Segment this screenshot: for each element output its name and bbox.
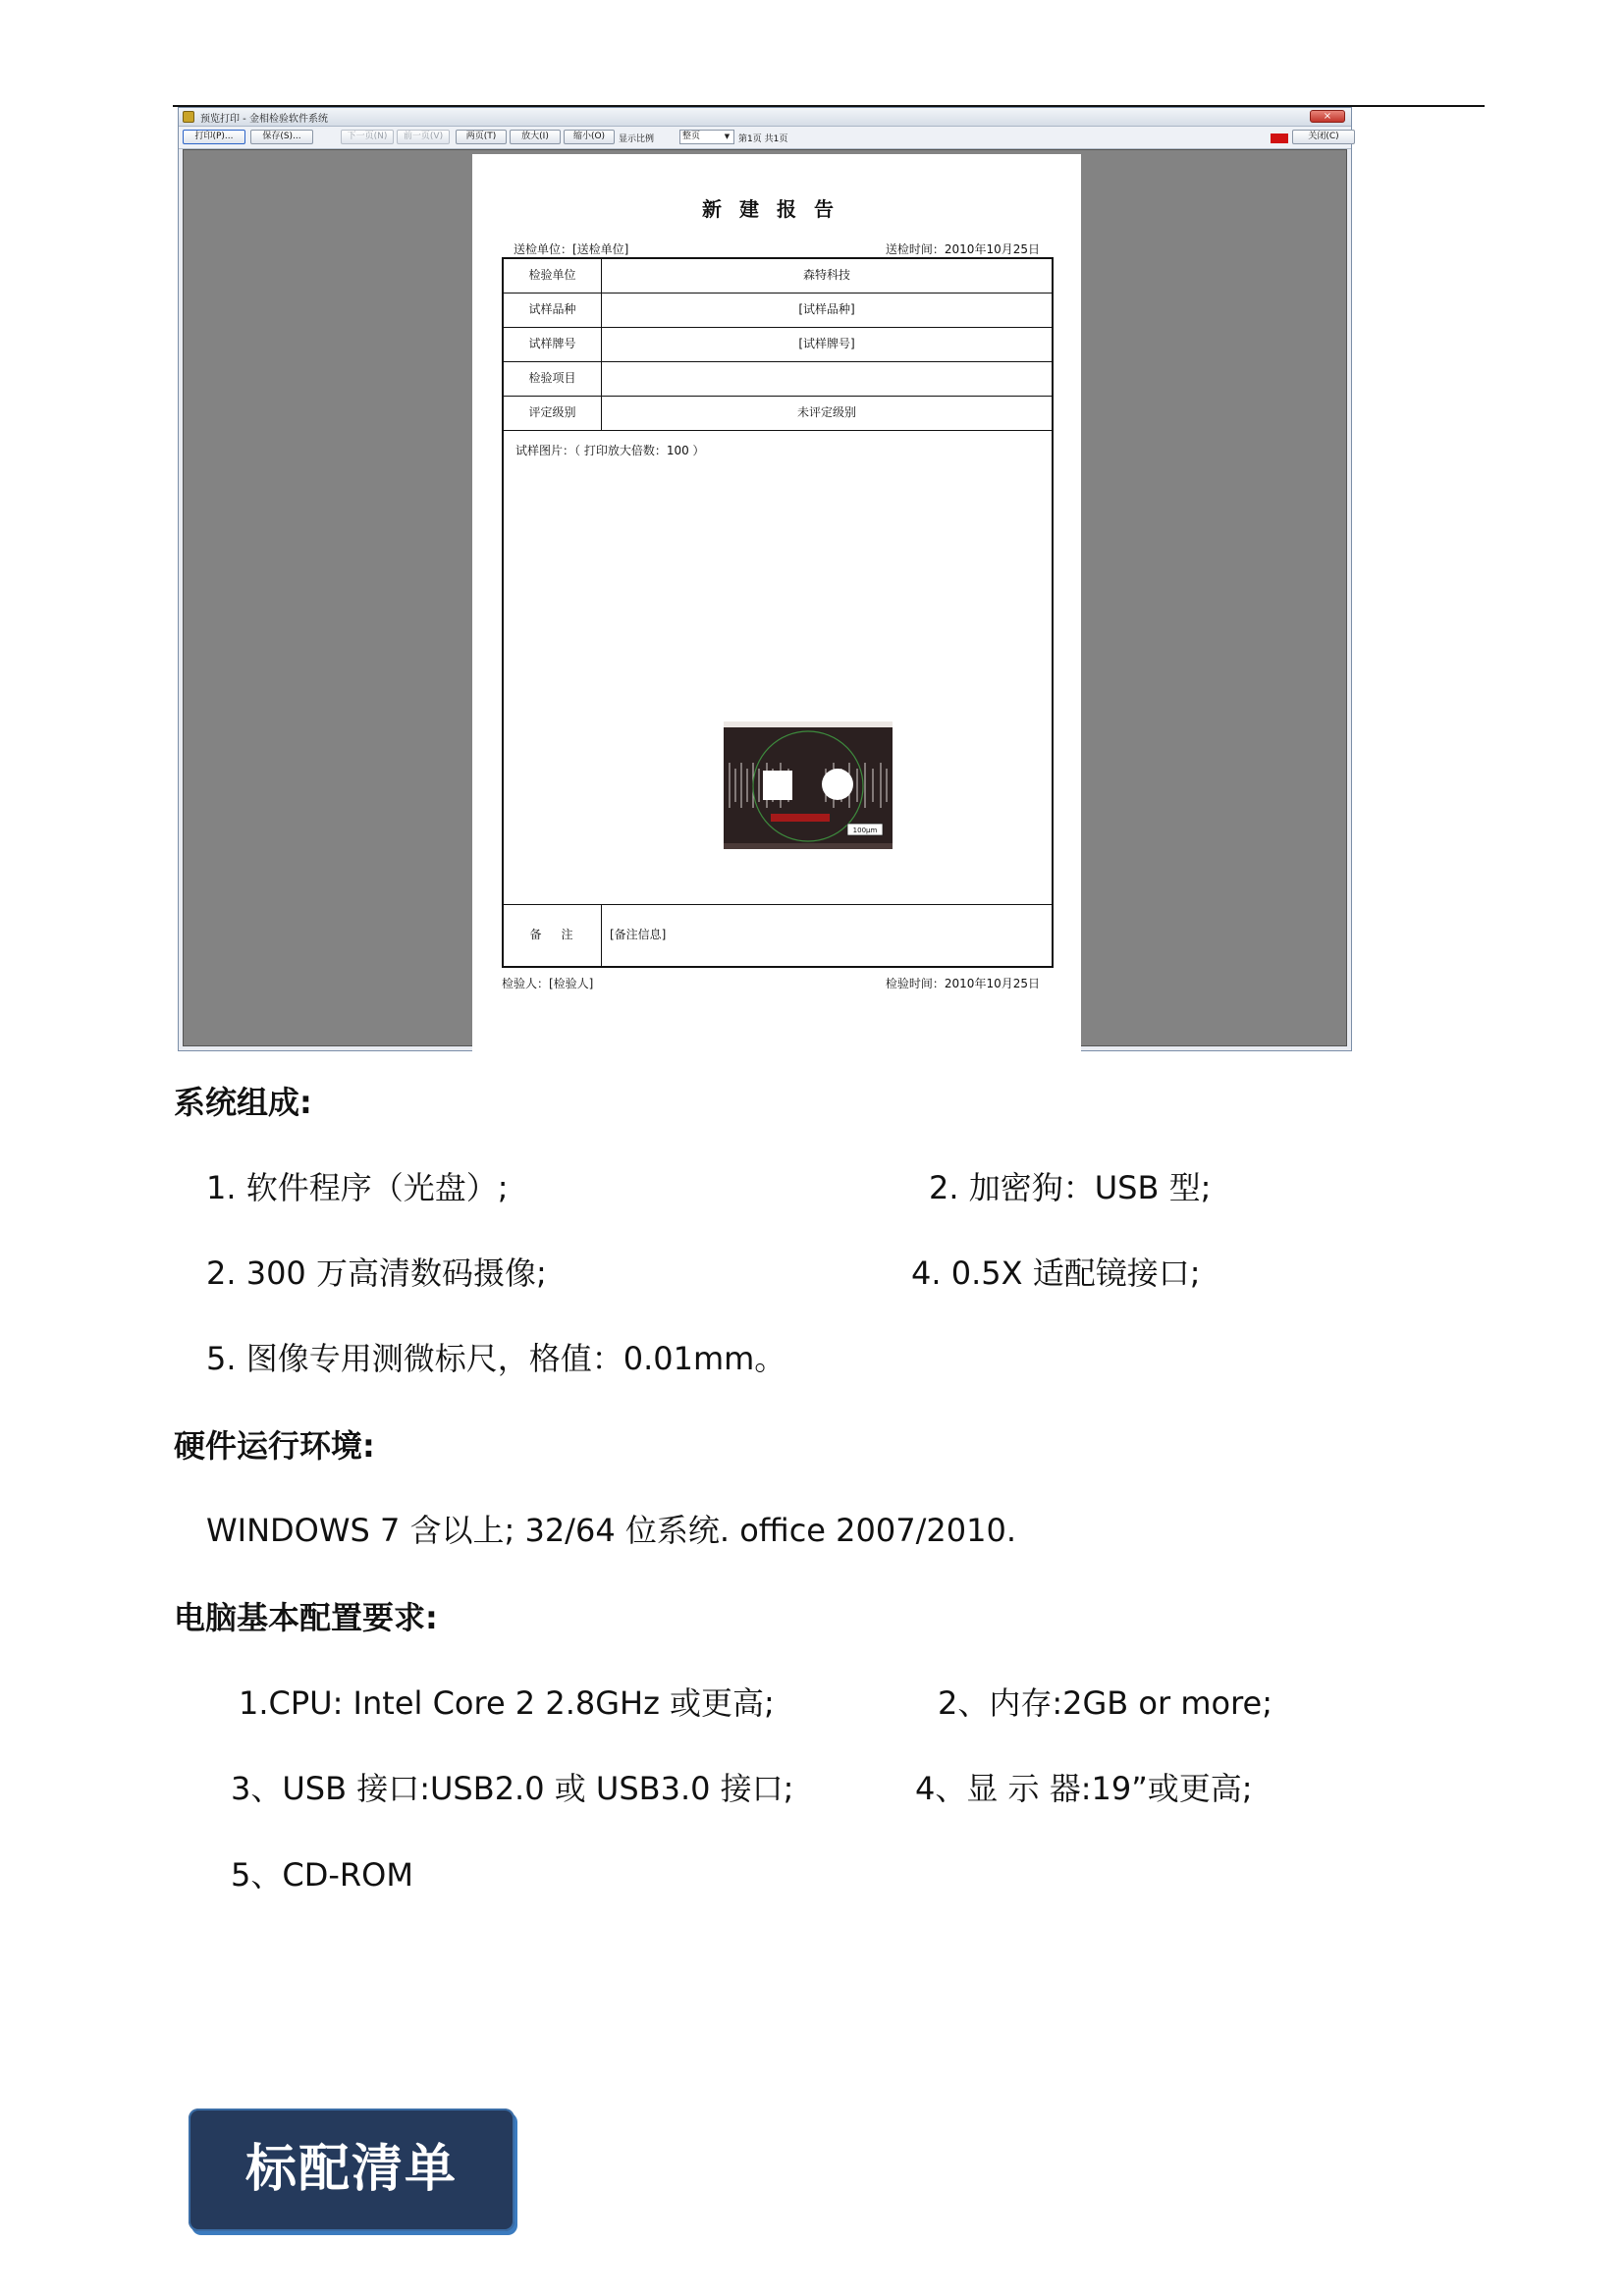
app-icon	[183, 111, 194, 123]
table-row	[504, 328, 1052, 362]
report-page	[472, 154, 1081, 1057]
row-value: [试样品种]	[798, 302, 855, 316]
print-button[interactable]: 打印(P)...	[183, 130, 245, 144]
zoom-out-button[interactable]: 缩小(O)	[564, 130, 615, 144]
hardware-heading: 硬件运行环境:	[174, 1427, 375, 1465]
inspector-label: 检验人：[检验人]	[502, 977, 594, 990]
page-info: 第1页 共1页	[738, 134, 788, 144]
two-page-button[interactable]: 两页(T)	[456, 130, 507, 144]
table-row	[504, 397, 1052, 431]
system-item-4: 4. 0.5X 适配镜接口;	[911, 1255, 1201, 1292]
save-button[interactable]: 保存(S)...	[250, 130, 313, 144]
pc-item-2: 2、内存:2GB or more;	[938, 1684, 1273, 1722]
dropdown-arrow-icon: ▼	[724, 133, 731, 140]
send-time: 送检时间：2010年10月25日	[885, 242, 1040, 256]
zoom-in-button[interactable]: 放大(I)	[510, 130, 561, 144]
table-row	[504, 259, 1052, 294]
system-item-1: 1. 软件程序（光盘）;	[206, 1169, 509, 1206]
remark-row	[504, 904, 1052, 966]
inspect-time: 检验时间：2010年10月25日	[885, 977, 1040, 990]
sender-label: 送检单位：[送检单位]	[514, 242, 629, 256]
report-title: 新建报告	[702, 197, 851, 221]
remark-key: 备注	[504, 905, 602, 966]
report-table	[502, 257, 1054, 968]
row-key: 试样牌号	[504, 328, 602, 361]
row-value	[602, 362, 1052, 396]
pc-item-4: 4、显 示 器:19”或更高;	[915, 1770, 1253, 1807]
hardware-line: WINDOWS 7 含以上; 32/64 位系统. office 2007/2010.	[206, 1512, 1016, 1549]
row-key: 试样品种	[504, 294, 602, 327]
row-value: [试样牌号]	[798, 337, 855, 350]
prev-page-button[interactable]: 前一页(V)	[397, 130, 450, 144]
row-value: 森特科技	[802, 268, 850, 282]
window-close-icon[interactable]: ×	[1310, 110, 1345, 123]
display-ratio-value: 整页	[682, 132, 701, 141]
scale-bar-label: 100μm	[852, 827, 878, 834]
pc-item-5: 5、CD-ROM	[231, 1856, 413, 1894]
row-key: 评定级别	[504, 397, 602, 430]
system-item-2: 2. 加密狗：USB 型;	[929, 1169, 1212, 1206]
print-preview-window	[178, 107, 1352, 1051]
pc-item-1: 1.CPU: Intel Core 2 2.8GHz 或更高;	[239, 1684, 775, 1722]
pc-heading: 电脑基本配置要求:	[174, 1599, 438, 1636]
row-value: 未评定级别	[796, 405, 856, 419]
micrograph-image	[724, 721, 893, 849]
status-indicator	[1271, 133, 1288, 143]
table-row	[504, 294, 1052, 328]
system-heading: 系统组成:	[174, 1084, 312, 1121]
preview-toolbar	[179, 127, 1351, 149]
display-ratio-select[interactable]	[679, 130, 734, 144]
standard-config-badge	[189, 2109, 514, 2231]
window-title: 预览打印 - 金相检验软件系统	[200, 114, 328, 125]
next-page-button[interactable]: 下一页(N)	[341, 130, 394, 144]
pc-item-3: 3、USB 接口:USB2.0 或 USB3.0 接口;	[231, 1770, 794, 1807]
row-key: 检验单位	[504, 259, 602, 293]
row-key: 检验项目	[504, 362, 602, 396]
window-titlebar	[179, 108, 1351, 127]
system-item-3: 2. 300 万高清数码摄像;	[206, 1255, 547, 1292]
display-ratio-label: 显示比例	[619, 134, 655, 144]
preview-canvas	[183, 149, 1347, 1046]
system-item-5: 5. 图像专用测微标尺，格值：0.01mm。	[206, 1340, 786, 1377]
remark-value: [备注信息]	[610, 928, 667, 941]
table-row	[504, 362, 1052, 397]
close-button[interactable]: 关闭(C)	[1292, 130, 1355, 144]
image-caption: 试样图片：（ 打印放大倍数：100 ）	[515, 444, 705, 457]
badge-label: 标配清单	[244, 2140, 458, 2199]
